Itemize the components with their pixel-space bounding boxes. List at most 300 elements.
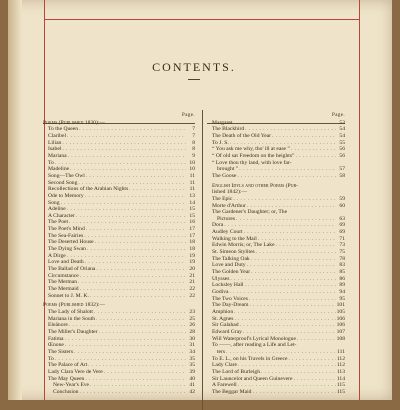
dot-leader bbox=[240, 322, 336, 329]
dot-leader bbox=[256, 249, 336, 256]
dot-leader bbox=[74, 349, 186, 356]
dot-leader bbox=[79, 126, 186, 133]
dot-leader bbox=[61, 200, 186, 207]
contents-entry bbox=[207, 356, 345, 363]
entry-title: Mariana in the South bbox=[48, 315, 96, 322]
entry-page-number: 15 bbox=[189, 212, 195, 219]
entry-title: Audley Court bbox=[212, 229, 243, 236]
entry-title: Pictures bbox=[217, 215, 236, 222]
entry-page-number: 54 bbox=[339, 132, 345, 139]
contents-entry bbox=[207, 276, 345, 283]
entry-page-number: 8 bbox=[192, 139, 195, 146]
entry-title: Edwin Morris; or, The Lake bbox=[212, 242, 275, 249]
entry-title: Ulysses bbox=[212, 275, 230, 282]
entry-page-number: 114 bbox=[336, 375, 345, 382]
entry-page-number: 7 bbox=[192, 126, 195, 133]
entry-title: St. Simeon Stylites bbox=[212, 249, 255, 256]
contents-entry bbox=[43, 369, 195, 376]
entry-page-number: 16 bbox=[189, 219, 195, 226]
entry-page-number: 11 bbox=[189, 172, 195, 179]
entry-title: Lilian bbox=[48, 139, 62, 146]
entry-title: The Epic bbox=[212, 195, 233, 202]
entry-title: Claribel bbox=[48, 132, 67, 139]
contents-entry bbox=[43, 362, 195, 369]
contents-entry bbox=[43, 226, 195, 233]
dot-leader bbox=[226, 349, 336, 356]
right-page-label: Page. bbox=[332, 113, 345, 118]
entry-page-number: 42 bbox=[189, 388, 195, 395]
entry-title: The Dying Swan bbox=[48, 246, 86, 253]
section-heading bbox=[207, 183, 345, 190]
entry-title: Dora bbox=[212, 222, 224, 229]
contents-entry bbox=[207, 349, 345, 356]
entry-title: Sonnet to J. M. K. bbox=[48, 292, 89, 299]
entry-title: The Goose bbox=[212, 172, 237, 179]
entry-title: The Gardener's Daughter; or, The bbox=[212, 209, 288, 216]
entry-page-number: 23 bbox=[189, 309, 195, 316]
entry-page-number: 105 bbox=[336, 309, 345, 316]
entry-title: The Lady of Shalott bbox=[48, 309, 93, 316]
dot-leader bbox=[236, 216, 336, 223]
entry-title: Poems (Published 1832):— bbox=[43, 302, 105, 309]
contents-entry bbox=[43, 316, 195, 323]
entry-title: The Poet's Mind bbox=[48, 226, 85, 233]
contents-entry bbox=[207, 289, 345, 296]
entry-title: Will Waterproof's Lyrical Monologue bbox=[212, 335, 296, 342]
section-heading bbox=[43, 120, 195, 127]
entry-title: Mariana bbox=[48, 152, 67, 159]
contents-entry bbox=[43, 279, 195, 286]
contents-entry bbox=[43, 233, 195, 240]
contents-entry bbox=[207, 133, 345, 140]
entry-title: Walking to the Mail bbox=[212, 235, 257, 242]
contents-entry bbox=[207, 389, 345, 396]
dot-leader bbox=[297, 336, 336, 343]
contents-entry bbox=[43, 166, 195, 173]
dot-leader bbox=[55, 356, 186, 363]
contents-entry bbox=[207, 362, 345, 369]
entry-title: To ——, after reading a Life and Let- bbox=[212, 342, 297, 349]
entry-title: Isabel bbox=[48, 146, 62, 153]
contents-entry bbox=[43, 309, 195, 316]
entry-title: The Sea-Fairies bbox=[48, 232, 84, 239]
entry-page-number: 83 bbox=[339, 262, 345, 269]
dot-leader bbox=[233, 120, 336, 127]
entry-title: Godiva bbox=[212, 289, 229, 296]
left-page-label: Page. bbox=[182, 113, 195, 118]
dot-leader bbox=[230, 276, 336, 283]
dot-leader bbox=[245, 282, 336, 289]
contents-entry bbox=[43, 173, 195, 180]
entry-title: Amphion bbox=[212, 309, 234, 316]
entry-title: The Palace of Art bbox=[48, 362, 88, 369]
entry-page-number: 35 bbox=[189, 362, 195, 369]
entry-page-number: 112 bbox=[336, 355, 345, 362]
dot-leader bbox=[96, 316, 186, 323]
contents-entry bbox=[43, 186, 195, 193]
contents-entry bbox=[43, 273, 195, 280]
dot-leader bbox=[244, 229, 336, 236]
contents-entry bbox=[207, 209, 345, 216]
entry-page-number: 115 bbox=[336, 382, 345, 389]
entry-title: The Death of the Old Year bbox=[212, 132, 272, 139]
entry-page-number: 18 bbox=[189, 239, 195, 246]
contents-entry bbox=[207, 160, 345, 167]
contents-entry bbox=[207, 153, 345, 160]
entry-title: The May Queen bbox=[48, 375, 85, 382]
dot-leader bbox=[247, 262, 336, 269]
entry-title: The Ballad of Oriana bbox=[48, 266, 96, 273]
entry-page-number: 41 bbox=[189, 382, 195, 389]
entry-title: Edward Gray bbox=[212, 328, 242, 335]
entry-page-number: 69 bbox=[339, 222, 345, 229]
entry-title: The Talking Oak bbox=[212, 255, 250, 262]
contents-entry bbox=[43, 239, 195, 246]
entry-page-number: 106 bbox=[336, 315, 345, 322]
entry-page-number: 106 bbox=[336, 322, 345, 329]
entry-title: Margaret bbox=[212, 119, 233, 126]
contents-entry bbox=[43, 376, 195, 383]
right-contents-column bbox=[207, 113, 345, 396]
entry-page-number: 95 bbox=[339, 295, 345, 302]
dot-leader bbox=[78, 180, 186, 187]
contents-entry bbox=[207, 336, 345, 343]
entry-page-number: 86 bbox=[339, 275, 345, 282]
dot-leader bbox=[258, 236, 336, 243]
contents-entry bbox=[207, 140, 345, 147]
entry-title: A Dirge bbox=[48, 252, 66, 259]
dot-leader bbox=[247, 203, 336, 210]
dot-leader bbox=[62, 140, 186, 147]
entry-title: Poems (Published 1830):— bbox=[43, 119, 105, 126]
contents-entry bbox=[43, 382, 195, 389]
entry-page-number: 71 bbox=[339, 235, 345, 242]
entry-title: Lady Clara Vere de Vere bbox=[48, 368, 103, 375]
entry-title: The Mermaid bbox=[48, 286, 79, 293]
entry-page-number: 59 bbox=[339, 195, 345, 202]
dot-leader bbox=[238, 382, 336, 389]
entry-title: Morte d'Arthur bbox=[212, 202, 246, 209]
contents-entry bbox=[207, 249, 345, 256]
dot-leader bbox=[65, 336, 186, 343]
entry-title: The Two Voices bbox=[212, 295, 248, 302]
dot-leader bbox=[249, 296, 336, 303]
entry-page-number: 14 bbox=[189, 199, 195, 206]
dot-leader bbox=[252, 389, 335, 396]
contents-entry bbox=[207, 382, 345, 389]
contents-entry bbox=[43, 206, 195, 213]
entry-page-number: 21 bbox=[189, 272, 195, 279]
entry-title: Eleänore bbox=[48, 322, 68, 329]
contents-entry bbox=[43, 253, 195, 260]
dot-leader bbox=[234, 309, 335, 316]
dot-leader bbox=[67, 253, 186, 260]
entry-page-number: 31 bbox=[189, 342, 195, 349]
contents-entry bbox=[207, 369, 345, 376]
entry-title: lished 1842):— bbox=[212, 189, 247, 196]
entry-page-number: 18 bbox=[189, 246, 195, 253]
entry-page-number: 73 bbox=[339, 242, 345, 249]
entry-page-number: 94 bbox=[339, 289, 345, 296]
contents-entry bbox=[207, 262, 345, 269]
dot-leader bbox=[233, 196, 336, 203]
contents-entry bbox=[43, 389, 195, 396]
entry-title: English Idyls and other Poems (Pub- bbox=[212, 182, 298, 189]
entry-title: “ Of old sat Freedom on the heights” bbox=[212, 152, 295, 159]
contents-entry bbox=[43, 213, 195, 220]
entry-title: Second Song bbox=[48, 179, 78, 186]
entry-page-number: 13 bbox=[189, 192, 195, 199]
dot-leader bbox=[288, 356, 335, 363]
page-title: CONTENTS. bbox=[152, 60, 236, 74]
dot-leader bbox=[67, 133, 186, 140]
entry-title: “ Love thou thy land, with love far- bbox=[212, 159, 292, 166]
entry-page-number: 9 bbox=[192, 152, 195, 159]
contents-entry bbox=[207, 316, 345, 323]
entry-page-number: 10 bbox=[189, 166, 195, 173]
contents-entry bbox=[43, 126, 195, 133]
entry-page-number: 20 bbox=[189, 266, 195, 273]
entry-page-number: 35 bbox=[189, 355, 195, 362]
entry-title: Adeline bbox=[48, 206, 66, 213]
left-entries bbox=[43, 120, 195, 396]
dot-leader bbox=[86, 173, 186, 180]
entry-page-number: 7 bbox=[192, 132, 195, 139]
entry-page-number: 34 bbox=[189, 348, 195, 355]
entry-page-number: 115 bbox=[336, 388, 345, 395]
page-binding-shadow bbox=[8, 0, 22, 400]
entry-title: To E. L., on his Travels in Greece bbox=[212, 355, 288, 362]
entry-title: Lady Clare bbox=[212, 362, 238, 369]
contents-entry bbox=[207, 229, 345, 236]
dot-leader bbox=[80, 273, 186, 280]
entry-title: Sir Launcelot and Queen Guinevere bbox=[212, 375, 293, 382]
entry-title: Locksley Hall bbox=[212, 282, 244, 289]
dot-leader bbox=[224, 222, 336, 229]
entry-title: Love and Death bbox=[48, 259, 84, 266]
dot-leader bbox=[87, 246, 186, 253]
entry-page-number: 19 bbox=[189, 259, 195, 266]
entry-page-number: 55 bbox=[339, 139, 345, 146]
contents-entry bbox=[43, 336, 195, 343]
dot-leader bbox=[272, 133, 336, 140]
title-rule bbox=[188, 79, 200, 80]
entry-page-number: 54 bbox=[339, 126, 345, 133]
dot-leader bbox=[80, 286, 186, 293]
entry-page-number: 17 bbox=[189, 232, 195, 239]
entry-title: Ode to Memory bbox=[48, 192, 84, 199]
entry-page-number: 17 bbox=[189, 226, 195, 233]
entry-page-number: 85 bbox=[339, 269, 345, 276]
entry-page-number: 25 bbox=[189, 315, 195, 322]
dot-leader bbox=[250, 302, 336, 309]
entry-title: The Miller's Daughter bbox=[48, 328, 98, 335]
contents-entry bbox=[207, 166, 345, 173]
dot-leader bbox=[78, 279, 186, 286]
entry-title: The Sisters bbox=[48, 348, 74, 355]
contents-entry bbox=[207, 322, 345, 329]
left-contents-column bbox=[43, 113, 195, 396]
entry-page-number: 53 bbox=[339, 119, 345, 126]
dot-leader bbox=[239, 166, 336, 173]
contents-entry bbox=[43, 322, 195, 329]
entry-title: The Blackbird bbox=[212, 126, 245, 133]
entry-page-number: 56 bbox=[339, 146, 345, 153]
dot-leader bbox=[85, 376, 186, 383]
contents-entry bbox=[43, 259, 195, 266]
entry-title: The Deserted House bbox=[48, 239, 94, 246]
contents-entry bbox=[43, 219, 195, 226]
entry-title: ters bbox=[217, 348, 226, 355]
contents-entry bbox=[207, 269, 345, 276]
entry-page-number: 75 bbox=[339, 249, 345, 256]
entry-page-number: 108 bbox=[336, 335, 345, 342]
entry-page-number: 58 bbox=[339, 172, 345, 179]
contents-entry bbox=[207, 256, 345, 263]
entry-page-number: 22 bbox=[189, 292, 195, 299]
dot-leader bbox=[251, 269, 336, 276]
dot-leader bbox=[276, 242, 336, 249]
entry-title: A Farewell bbox=[212, 382, 237, 389]
dot-leader bbox=[85, 259, 186, 266]
entry-page-number: 11 bbox=[189, 179, 195, 186]
contents-entry bbox=[207, 126, 345, 133]
entry-title: To bbox=[48, 355, 54, 362]
dot-leader bbox=[70, 166, 186, 173]
contents-entry bbox=[43, 286, 195, 293]
dot-leader bbox=[90, 293, 186, 300]
contents-entry bbox=[43, 160, 195, 167]
entry-title: To bbox=[48, 159, 54, 166]
entry-page-number: 26 bbox=[189, 322, 195, 329]
entry-title: Sir Galahad bbox=[212, 322, 239, 329]
contents-entry bbox=[207, 282, 345, 289]
dot-leader bbox=[234, 316, 335, 323]
contents-entry bbox=[43, 342, 195, 349]
contents-entry bbox=[207, 189, 345, 196]
dot-leader bbox=[96, 266, 186, 273]
entry-page-number: 78 bbox=[339, 255, 345, 262]
dot-leader bbox=[230, 140, 336, 147]
entry-page-number: 60 bbox=[339, 202, 345, 209]
entry-title: The Day-Dream bbox=[212, 302, 249, 309]
entry-title: Madeline bbox=[48, 166, 70, 173]
contents-entry bbox=[207, 203, 345, 210]
contents-entry bbox=[43, 329, 195, 336]
dot-leader bbox=[90, 382, 186, 389]
entry-title: To the Queen bbox=[48, 126, 79, 133]
contents-entry bbox=[207, 309, 345, 316]
contents-entry bbox=[207, 216, 345, 223]
contents-entry bbox=[43, 140, 195, 147]
dot-leader bbox=[79, 389, 186, 396]
contents-entry bbox=[43, 266, 195, 273]
dot-leader bbox=[69, 219, 186, 226]
dot-leader bbox=[245, 126, 336, 133]
contents-entry bbox=[207, 296, 345, 303]
dot-leader bbox=[55, 160, 186, 167]
entry-page-number: 8 bbox=[192, 146, 195, 153]
entry-title: The Lord of Burleigh bbox=[212, 368, 261, 375]
dot-leader bbox=[261, 369, 336, 376]
entry-title: A Character bbox=[48, 212, 75, 219]
entry-title: The Merman bbox=[48, 279, 78, 286]
entry-title: The Beggar Maid bbox=[212, 388, 252, 395]
contents-entry bbox=[43, 180, 195, 187]
dot-leader bbox=[104, 369, 186, 376]
entry-page-number: 30 bbox=[189, 335, 195, 342]
right-entries bbox=[207, 120, 345, 396]
entry-title: Conclusion bbox=[53, 388, 79, 395]
dot-leader bbox=[67, 206, 186, 213]
dot-leader bbox=[68, 153, 186, 160]
contents-entry bbox=[207, 173, 345, 180]
contents-entry bbox=[43, 193, 195, 200]
dot-leader bbox=[291, 146, 336, 153]
contents-entry bbox=[43, 200, 195, 207]
entry-page-number: 11 bbox=[189, 186, 195, 193]
dot-leader bbox=[86, 226, 186, 233]
dot-leader bbox=[85, 193, 186, 200]
entry-page-number: 21 bbox=[189, 279, 195, 286]
dot-leader bbox=[88, 362, 186, 369]
entry-page-number: 69 bbox=[339, 229, 345, 236]
entry-page-number: 15 bbox=[189, 206, 195, 213]
contents-entry bbox=[43, 133, 195, 140]
contents-entry bbox=[207, 222, 345, 229]
contents-entry bbox=[43, 153, 195, 160]
entry-page-number: 39 bbox=[189, 368, 195, 375]
contents-entry bbox=[207, 236, 345, 243]
entry-page-number: 112 bbox=[336, 362, 345, 369]
section-heading bbox=[43, 302, 195, 309]
entry-title: “ You ask me why, tho' ill at ease ” bbox=[212, 146, 290, 153]
dot-leader bbox=[95, 239, 186, 246]
column-divider bbox=[202, 110, 203, 410]
contents-entry bbox=[43, 349, 195, 356]
entry-title: New-Year's Eve bbox=[53, 382, 90, 389]
entry-page-number: 89 bbox=[339, 282, 345, 289]
entry-page-number: 56 bbox=[339, 152, 345, 159]
contents-entry bbox=[207, 196, 345, 203]
entry-title: The Golden Year bbox=[212, 269, 251, 276]
entry-title: Song bbox=[48, 199, 60, 206]
dot-leader bbox=[238, 362, 336, 369]
contents-entry bbox=[207, 329, 345, 336]
dot-leader bbox=[243, 329, 336, 336]
entry-title: Œnone bbox=[48, 342, 64, 349]
entry-title: St. Agnes bbox=[212, 315, 234, 322]
entry-title: Circumstance bbox=[48, 272, 79, 279]
contents-entry bbox=[43, 146, 195, 153]
entry-page-number: 57 bbox=[339, 166, 345, 173]
dot-leader bbox=[94, 309, 186, 316]
entry-page-number: 113 bbox=[336, 368, 345, 375]
entry-title: Love and Duty bbox=[212, 262, 246, 269]
dot-leader bbox=[237, 173, 336, 180]
entry-title: Recollections of the Arabian Nights bbox=[48, 186, 129, 193]
entry-page-number: 101 bbox=[336, 302, 345, 309]
contents-entry bbox=[207, 376, 345, 383]
contents-entry bbox=[207, 146, 345, 153]
dot-leader bbox=[293, 376, 335, 383]
dot-leader bbox=[76, 213, 186, 220]
entry-title: brought ” bbox=[217, 166, 239, 173]
entry-title: Song—The Owl bbox=[48, 172, 85, 179]
dot-leader bbox=[129, 186, 186, 193]
entry-page-number: 111 bbox=[337, 348, 345, 355]
dot-leader bbox=[84, 233, 186, 240]
